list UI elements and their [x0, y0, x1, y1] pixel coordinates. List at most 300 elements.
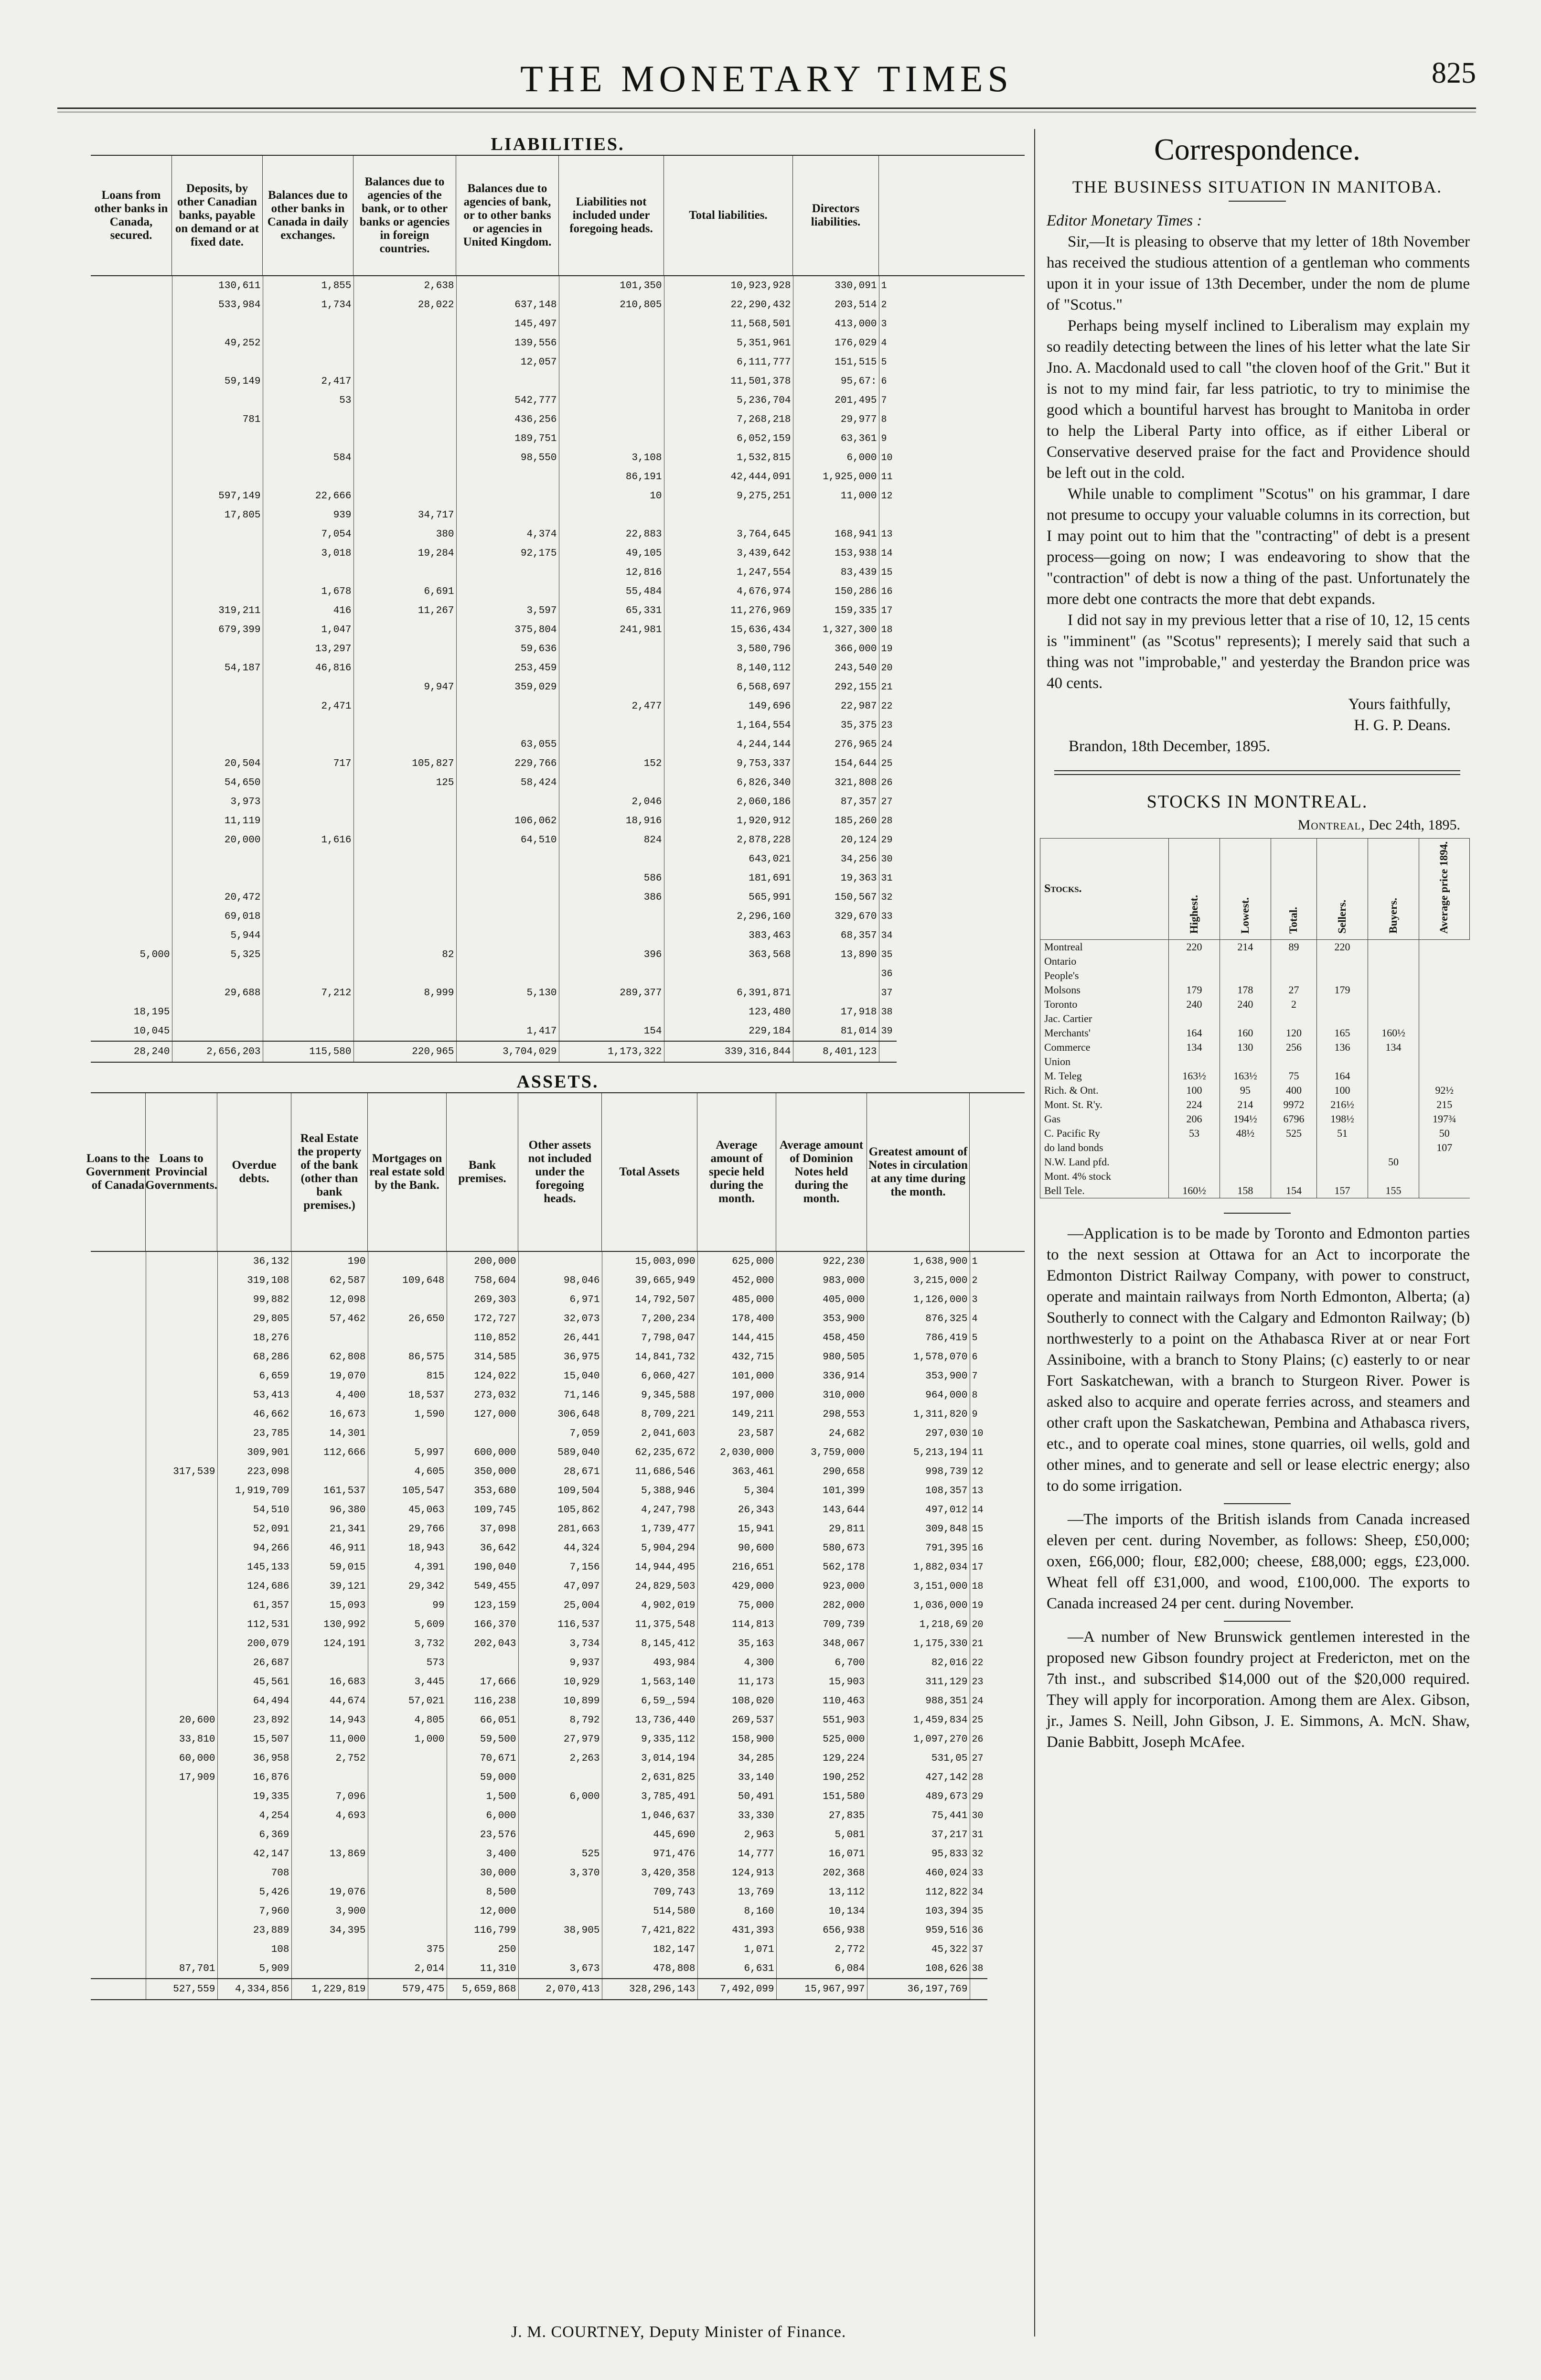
- table-cell: 10,929: [518, 1672, 602, 1691]
- stock-value: 100: [1169, 1083, 1220, 1098]
- table-cell: 7,212: [263, 983, 353, 1002]
- table-cell: 75,000: [697, 1596, 776, 1615]
- table-cell: 6,000: [793, 448, 879, 467]
- row-number: 27: [972, 1753, 984, 1764]
- table-cell: 8,999: [353, 983, 456, 1002]
- table-cell: [146, 1290, 217, 1309]
- table-cell: 709,739: [776, 1615, 867, 1634]
- table-cell: [91, 792, 172, 811]
- table-cell: 12,816: [559, 563, 664, 582]
- table-cell: 22,883: [559, 525, 664, 544]
- table-cell: 139,556: [456, 334, 559, 353]
- table-cell: [91, 1290, 146, 1309]
- table-cell: 81,014: [793, 1022, 879, 1041]
- table-cell: [91, 1883, 146, 1902]
- row-number: 31: [972, 1829, 984, 1841]
- section-divider: [1054, 770, 1460, 775]
- stock-value: 400: [1271, 1083, 1316, 1098]
- stock-value: 9972: [1271, 1098, 1316, 1112]
- table-cell: [146, 1309, 217, 1328]
- table-cell: 60,000: [146, 1749, 217, 1768]
- letter-paragraph: While unable to compliment "Scotus" on his grammar, I dare not presume to occupy your valuable columns in its correction, but I may point out to him that the "contracting" of debt is a present process—going on now; I was endeavoring to show that the "contraction" of debt is now a thing of the past. Unfortunately the more debt one contracts the more that debt expands.: [1047, 485, 1470, 608]
- table-cell: 824: [559, 830, 664, 850]
- table-cell: 15,003,090: [602, 1252, 697, 1271]
- stock-value: 154: [1271, 1184, 1316, 1198]
- table-cell: 489,673: [867, 1787, 970, 1806]
- table-cell: 1,678: [263, 582, 353, 601]
- table-row: [91, 1883, 987, 1902]
- table-cell: [91, 563, 172, 582]
- table-cell: [456, 563, 559, 582]
- table-cell: 185,260: [793, 811, 879, 830]
- table-row: [91, 1749, 987, 1768]
- table-cell: [172, 678, 263, 697]
- table-cell: 13,769: [697, 1883, 776, 1902]
- stocks-column-header: Total.: [1271, 839, 1316, 940]
- table-cell: [353, 429, 456, 448]
- table-cell: 151,580: [776, 1787, 867, 1806]
- table-cell: [456, 716, 559, 735]
- table-cell: 7,798,047: [602, 1328, 697, 1347]
- table-cell: [172, 639, 263, 658]
- table-cell: [263, 850, 353, 869]
- column-header: Balances due to agencies of the bank, or to other banks or agencies in foreign countries.: [353, 156, 456, 275]
- table-cell: [91, 888, 172, 907]
- table-cell: 597,149: [172, 486, 263, 506]
- table-cell: 15,040: [518, 1367, 602, 1386]
- column-header: Bank premises.: [447, 1093, 518, 1251]
- table-cell: [91, 754, 172, 773]
- table-cell: 19,284: [353, 544, 456, 563]
- table-cell: 1,000: [368, 1730, 447, 1749]
- row-number: [879, 1041, 897, 1062]
- stock-row: [1040, 1055, 1470, 1069]
- table-cell: [91, 639, 172, 658]
- news-notes: [1035, 1213, 1479, 1753]
- table-row: [91, 1806, 987, 1825]
- table-cell: [559, 1002, 664, 1022]
- stocks-column-header: Highest.: [1169, 839, 1220, 940]
- table-cell: 20,472: [172, 888, 263, 907]
- table-cell: 129,224: [776, 1749, 867, 1768]
- table-row: [91, 1539, 987, 1558]
- table-cell: 2,014: [368, 1959, 447, 1979]
- column-header: Total Assets: [602, 1093, 697, 1251]
- stock-value: 197¾: [1419, 1112, 1469, 1126]
- table-cell: 328,296,143: [602, 1979, 697, 2000]
- row-number: 4: [881, 337, 887, 349]
- stock-value: 164: [1169, 1026, 1220, 1040]
- table-cell: 3,900: [291, 1902, 368, 1921]
- table-cell: 353,900: [776, 1309, 867, 1328]
- table-row: [91, 1424, 987, 1443]
- stock-value: 75: [1271, 1069, 1316, 1083]
- table-cell: 6,391,871: [664, 983, 793, 1002]
- table-row: [91, 486, 897, 506]
- table-cell: 363,568: [664, 945, 793, 964]
- table-cell: 10,923,928: [664, 276, 793, 295]
- table-cell: [518, 1883, 602, 1902]
- stock-name: Mont. 4% stock: [1040, 1169, 1169, 1184]
- table-cell: [172, 544, 263, 563]
- column-header: Real Estate the property of the bank (other than bank premises.): [291, 1093, 368, 1251]
- table-cell: [91, 1309, 146, 1328]
- table-cell: 998,739: [867, 1462, 970, 1481]
- table-cell: [368, 1749, 447, 1768]
- table-cell: 2,752: [291, 1749, 368, 1768]
- table-cell: 4,693: [291, 1806, 368, 1825]
- table-cell: [559, 716, 664, 735]
- table-cell: 44,674: [291, 1691, 368, 1711]
- table-cell: 49,252: [172, 334, 263, 353]
- short-rule: [1224, 1621, 1291, 1622]
- table-cell: [353, 353, 456, 372]
- table-cell: 1,855: [263, 276, 353, 295]
- stock-value: 53: [1169, 1126, 1220, 1141]
- table-cell: [146, 1405, 217, 1424]
- table-row: [91, 658, 897, 678]
- row-number: 12: [972, 1466, 984, 1477]
- table-cell: [263, 353, 353, 372]
- table-cell: [456, 945, 559, 964]
- table-cell: 21,341: [291, 1519, 368, 1539]
- table-row: [91, 639, 897, 658]
- table-cell: 6,659: [217, 1367, 291, 1386]
- table-cell: 3,973: [172, 792, 263, 811]
- stock-value: 134: [1169, 1040, 1220, 1055]
- table-cell: [559, 678, 664, 697]
- table-cell: 298,553: [776, 1405, 867, 1424]
- table-cell: 964,000: [867, 1386, 970, 1405]
- row-number: 2: [972, 1275, 978, 1286]
- table-cell: [368, 1844, 447, 1863]
- table-cell: [146, 1252, 217, 1271]
- table-cell: [456, 506, 559, 525]
- table-cell: [368, 1290, 447, 1309]
- table-cell: 9,947: [353, 678, 456, 697]
- table-cell: [559, 372, 664, 391]
- table-cell: [263, 1022, 353, 1041]
- table-cell: 1,734: [263, 295, 353, 314]
- signature-line: [511, 2323, 846, 2341]
- table-cell: [353, 658, 456, 678]
- table-cell: [291, 1328, 368, 1347]
- table-cell: [91, 353, 172, 372]
- row-number: 33: [972, 1867, 984, 1879]
- news-note: —A number of New Brunswick gentlemen interested in the proposed new Gibson foundry project at Fredericton, met on the 7th inst., and subscribed $14,000 out of the $20,000 required. They will apply for incorporation. Among them are Alex. Gibson, jr., James S. Neill, John Gibson, J. E. Simmons, A. McN. Shaw, Danie Babbitt, Joseph McAfee.: [1047, 1628, 1470, 1751]
- table-cell: [368, 1252, 447, 1271]
- table-cell: 319,211: [172, 601, 263, 620]
- table-cell: 5,609: [368, 1615, 447, 1634]
- salutation: Editor Monetary Times :: [1047, 212, 1202, 229]
- stock-value: [1368, 1112, 1419, 1126]
- table-cell: 5,213,194: [867, 1443, 970, 1462]
- assets-header-row: [86, 1092, 1025, 1252]
- table-cell: 71,146: [518, 1386, 602, 1405]
- table-cell: 14,944,495: [602, 1558, 697, 1577]
- row-number: 20: [972, 1619, 984, 1630]
- table-cell: [559, 964, 664, 983]
- table-cell: 6,000: [447, 1806, 518, 1825]
- stocks-column-header: Buyers.: [1368, 839, 1419, 940]
- table-cell: 1,218,69: [867, 1615, 970, 1634]
- stock-value: [1419, 940, 1469, 955]
- table-cell: 6,826,340: [664, 773, 793, 792]
- table-cell: 124,022: [447, 1367, 518, 1386]
- row-number: 21: [881, 681, 893, 693]
- table-cell: 99,882: [217, 1290, 291, 1309]
- table-cell: 3,673: [518, 1959, 602, 1979]
- table-cell: 297,030: [867, 1424, 970, 1443]
- table-cell: [91, 1672, 146, 1691]
- table-cell: [91, 506, 172, 525]
- liabilities-table: [91, 276, 897, 1063]
- stock-value: [1368, 1012, 1419, 1026]
- table-cell: 150,567: [793, 888, 879, 907]
- table-cell: 314,585: [447, 1347, 518, 1367]
- stock-value: 256: [1271, 1040, 1316, 1055]
- stock-value: [1271, 1055, 1316, 1069]
- total-row: [91, 1979, 987, 2000]
- table-cell: 2,963: [697, 1825, 776, 1844]
- table-cell: 59,149: [172, 372, 263, 391]
- table-row: [91, 1940, 987, 1959]
- table-cell: 429,000: [697, 1577, 776, 1596]
- table-cell: [91, 372, 172, 391]
- table-cell: [456, 792, 559, 811]
- table-cell: 4,902,019: [602, 1596, 697, 1615]
- table-cell: 656,938: [776, 1921, 867, 1940]
- table-cell: 3,215,000: [867, 1271, 970, 1290]
- stock-name: Toronto: [1040, 997, 1169, 1012]
- stocks-heading: STOCKS IN MONTREAL.: [1146, 792, 1368, 812]
- table-cell: 1,532,815: [664, 448, 793, 467]
- table-cell: [91, 486, 172, 506]
- table-cell: 39,665,949: [602, 1271, 697, 1290]
- row-number: 30: [972, 1810, 984, 1821]
- stock-value: [1317, 1155, 1368, 1169]
- table-cell: [91, 869, 172, 888]
- table-row: [91, 1672, 987, 1691]
- table-cell: 679,399: [172, 620, 263, 639]
- stock-value: 50: [1368, 1155, 1419, 1169]
- table-cell: 145,133: [217, 1558, 291, 1577]
- table-cell: 3,785,491: [602, 1787, 697, 1806]
- table-cell: 15,636,434: [664, 620, 793, 639]
- row-number: 29: [881, 834, 893, 846]
- stock-row: [1040, 1155, 1470, 1169]
- table-cell: [91, 1749, 146, 1768]
- table-cell: [559, 639, 664, 658]
- table-cell: 1,925,000: [793, 467, 879, 486]
- stock-value: [1419, 969, 1469, 983]
- table-cell: 1,563,140: [602, 1672, 697, 1691]
- short-rule: [1224, 1213, 1291, 1214]
- table-row: [91, 888, 897, 907]
- row-number: 5: [972, 1332, 978, 1344]
- table-cell: 202,368: [776, 1863, 867, 1883]
- table-cell: 112,666: [291, 1443, 368, 1462]
- table-cell: 190,252: [776, 1768, 867, 1787]
- stock-name: Molsons: [1040, 983, 1169, 997]
- table-cell: 431,393: [697, 1921, 776, 1940]
- table-cell: 329,670: [793, 907, 879, 926]
- row-number: 14: [972, 1504, 984, 1516]
- row-number: 1: [972, 1256, 978, 1267]
- column-header: Average amount of Dominion Notes held during the month.: [776, 1093, 867, 1251]
- table-cell: 478,808: [602, 1959, 697, 1979]
- table-cell: 36,132: [217, 1252, 291, 1271]
- table-cell: 542,777: [456, 391, 559, 410]
- stock-value: 92½: [1419, 1083, 1469, 1098]
- table-cell: 11,119: [172, 811, 263, 830]
- table-cell: [518, 1825, 602, 1844]
- table-cell: 200,079: [217, 1634, 291, 1653]
- table-cell: 1,882,034: [867, 1558, 970, 1577]
- table-cell: [263, 735, 353, 754]
- table-cell: [368, 1787, 447, 1806]
- table-cell: 317,539: [146, 1462, 217, 1481]
- table-cell: [91, 716, 172, 735]
- table-cell: 1,046,637: [602, 1806, 697, 1825]
- table-cell: [91, 1386, 146, 1405]
- stock-value: 120: [1271, 1026, 1316, 1040]
- row-number: 35: [881, 949, 893, 960]
- table-cell: 3,597: [456, 601, 559, 620]
- table-cell: [91, 1405, 146, 1424]
- row-number: 12: [881, 490, 893, 502]
- table-cell: [291, 1653, 368, 1672]
- table-cell: 70,671: [447, 1749, 518, 1768]
- table-cell: 75,441: [867, 1806, 970, 1825]
- table-cell: 7,492,099: [697, 1979, 776, 2000]
- table-cell: [146, 1347, 217, 1367]
- table-cell: 436,256: [456, 410, 559, 429]
- table-cell: 53: [263, 391, 353, 410]
- table-cell: 269,537: [697, 1711, 776, 1730]
- table-cell: [353, 1002, 456, 1022]
- table-cell: 336,914: [776, 1367, 867, 1386]
- table-cell: [91, 850, 172, 869]
- table-cell: 64,510: [456, 830, 559, 850]
- table-cell: [91, 907, 172, 926]
- table-cell: 2,041,603: [602, 1424, 697, 1443]
- table-cell: 366,000: [793, 639, 879, 658]
- table-cell: 14,943: [291, 1711, 368, 1730]
- row-number: 31: [881, 872, 893, 884]
- table-cell: [146, 1500, 217, 1519]
- table-row: [91, 811, 897, 830]
- table-cell: 61,357: [217, 1596, 291, 1615]
- row-number: 29: [972, 1791, 984, 1802]
- table-cell: 386: [559, 888, 664, 907]
- table-cell: 59,015: [291, 1558, 368, 1577]
- table-cell: [559, 391, 664, 410]
- stock-value: [1220, 954, 1271, 969]
- table-cell: 6,060,427: [602, 1367, 697, 1386]
- table-cell: 2,656,203: [172, 1041, 263, 1062]
- table-cell: 290,658: [776, 1462, 867, 1481]
- assets-heading: ASSETS.: [516, 1072, 599, 1092]
- row-number: 3: [972, 1294, 978, 1305]
- table-cell: [291, 1863, 368, 1883]
- stock-value: [1220, 1169, 1271, 1184]
- table-row: [91, 850, 897, 869]
- table-cell: [91, 1443, 146, 1462]
- table-cell: [456, 372, 559, 391]
- table-cell: 16,876: [217, 1768, 291, 1787]
- table-cell: 124,913: [697, 1863, 776, 1883]
- table-cell: 201,495: [793, 391, 879, 410]
- stock-row: [1040, 1026, 1470, 1040]
- stock-row: [1040, 1112, 1470, 1126]
- stock-value: [1220, 1012, 1271, 1026]
- stocks-date-place: Montreal,: [1297, 817, 1365, 833]
- table-cell: 37,098: [447, 1519, 518, 1539]
- table-cell: [559, 850, 664, 869]
- stock-value: [1317, 954, 1368, 969]
- table-cell: 6,691: [353, 582, 456, 601]
- table-cell: [172, 1002, 263, 1022]
- table-cell: 416: [263, 601, 353, 620]
- table-cell: 339,316,844: [664, 1041, 793, 1062]
- table-cell: 1,638,900: [867, 1252, 970, 1271]
- table-cell: 1,097,270: [867, 1730, 970, 1749]
- row-number: 4: [972, 1313, 978, 1325]
- table-cell: 12,098: [291, 1290, 368, 1309]
- table-cell: 189,751: [456, 429, 559, 448]
- table-cell: 25,004: [518, 1596, 602, 1615]
- table-cell: [172, 563, 263, 582]
- table-cell: [91, 334, 172, 353]
- table-cell: 3,704,029: [456, 1041, 559, 1062]
- table-cell: [664, 506, 793, 525]
- stock-value: [1271, 969, 1316, 983]
- table-row: [91, 1730, 987, 1749]
- table-cell: 17,666: [447, 1672, 518, 1691]
- table-cell: 101,350: [559, 276, 664, 295]
- table-cell: 130,611: [172, 276, 263, 295]
- row-number: 25: [972, 1714, 984, 1726]
- table-cell: 709,743: [602, 1883, 697, 1902]
- table-cell: 9,753,337: [664, 754, 793, 773]
- table-cell: 55,484: [559, 582, 664, 601]
- row-number: 5: [881, 356, 887, 368]
- table-cell: 45,561: [217, 1672, 291, 1691]
- table-cell: [91, 1940, 146, 1959]
- table-cell: 178,400: [697, 1309, 776, 1328]
- table-cell: 2,417: [263, 372, 353, 391]
- table-cell: 110,463: [776, 1691, 867, 1711]
- table-cell: 359,029: [456, 678, 559, 697]
- table-cell: [353, 486, 456, 506]
- column-header: Mortgages on real estate sold by the Bank.: [368, 1093, 447, 1251]
- table-cell: 109,745: [447, 1500, 518, 1519]
- table-cell: 353,900: [867, 1367, 970, 1386]
- table-cell: [91, 1787, 146, 1806]
- table-cell: 53,413: [217, 1386, 291, 1405]
- table-row: [91, 697, 897, 716]
- table-cell: 19,363: [793, 869, 879, 888]
- table-cell: 3,445: [368, 1672, 447, 1691]
- table-cell: 42,147: [217, 1844, 291, 1863]
- table-cell: 250: [447, 1940, 518, 1959]
- table-cell: 20,124: [793, 830, 879, 850]
- table-cell: [263, 792, 353, 811]
- table-cell: [91, 1519, 146, 1539]
- stock-row: [1040, 969, 1470, 983]
- table-cell: 6,631: [697, 1959, 776, 1979]
